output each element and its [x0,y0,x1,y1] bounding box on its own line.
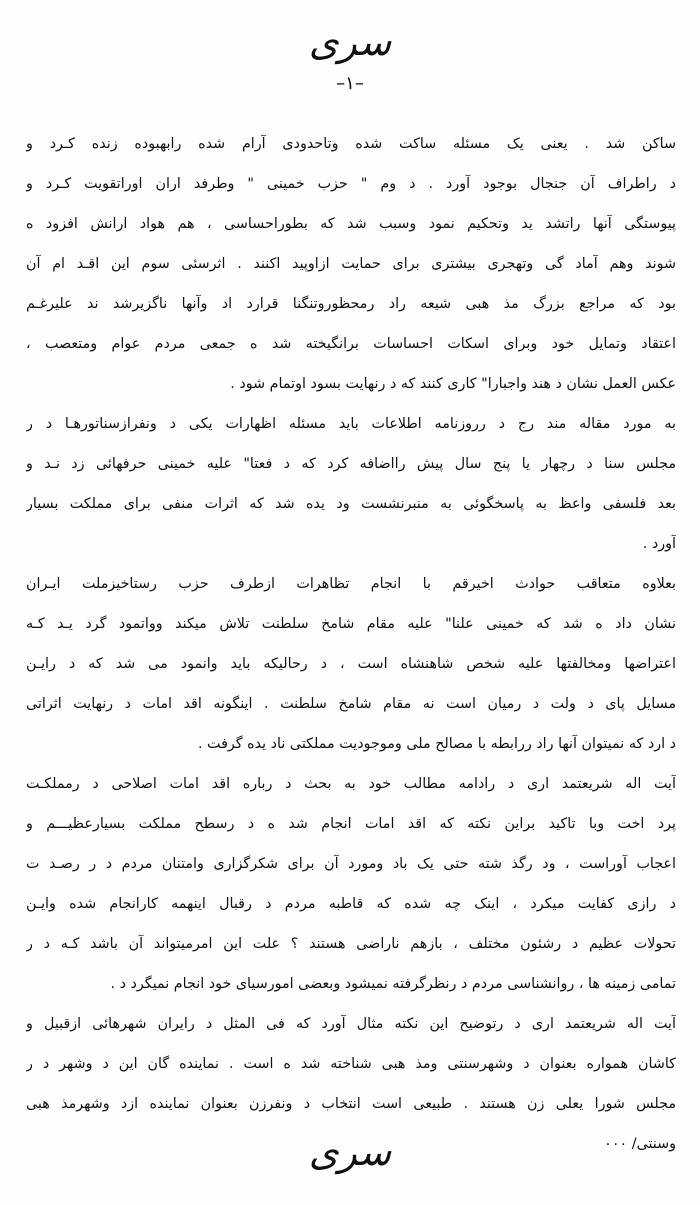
text-line: مجلس سنا د رچهار یا پنج سال پیش رااضافه کرد که د فعتا" علیه خمینی حرفهائی زد نـد و [26,456,676,472]
text-line: بعلاوه متعاقب حوادث اخیرقم با انجام تظاهرات ازطرف حزب رستاخیزملت ایـران [26,576,676,592]
page-number: –۱– [336,73,364,94]
text-line: اعتقاد وتمایل خود وبرای اسکات احساسات برانگیخته شد ه جمعی مردم عوام ومتعصب ، [26,336,676,352]
text-line: د راطراف آن جنجال بوجود آورد . د وم " حزب خمینی " وطرفد اران اوراتقویت کـرد و [26,176,676,192]
text-line: مسایل پای د ولت د رمیان است نه مقام شامخ سلطنت . اینگونه اقد امات د رنهایت اثراتی [26,696,676,712]
text-line: بعد فلسفی واعظ به پاسخگوئی به منبرنشست ود یده شد که اثرات منفی برای مملکت بسیار [26,496,676,512]
text-line: پیوستگی آنها راتشد ید وتحکیم نمود وسبب شد که بطوراحساسی ، هم هواد ارانش افزود ه [26,216,676,232]
text-line: کاشان همواره بعنوان د وشهرسنتی ومذ هبی شناخته شد ه است . نماینده گان این د وشهر د ر [26,1056,676,1072]
text-line: بود که مراجع بزرگ مذ هبی شیعه راد رمحظوروتنگنا قرارد اد وآنها ناگزیرشد ند علیرغـم [26,296,676,312]
text-line: وسنتی/ ۰۰۰ [604,1136,676,1152]
text-line: مجلس شورا یعلی زن هستند . طبیعی است انتخاب د ونفرزن بعنوان نماینده ازد وشهرمذ هبی [26,1096,676,1112]
text-line: شوند وهم آماد گی وتهجری بیشتری برای حمایت ازاوپید اکنند . اثرسئی سوم این اقـد ام آن [26,256,676,272]
classification-header: سری [308,20,392,64]
text-line: اعجاب آوراست ، ود رگذ شته حتی یک باد ومورد آن برای شکرگزاری وامتنان مردم د ر رصـد ت [26,856,676,872]
text-line: آورد . [642,536,676,552]
text-line: نشان داد ه شد که خمینی علنا" علیه مقام شامخ سلطنت تلاش میکند وواتمود گرد یـد کـه [26,616,676,632]
text-line: ساکن شد . یعنی یک مسئله ساکت شده وتاحدودی آرام شده رابهبوده زنده کـرد و [26,136,676,152]
text-line: آیت اله شریعتمد اری د رتوضیح این نکته مثال آورد که فی المثل د رایران شهرهائی ازقبیل و [26,1016,676,1032]
text-line: د رازی کفایت میکرد ، اینک چه شده که قاطبه مردم د رقبال اینهمه کارانجام شده وایـن [26,896,676,912]
text-line: آیت اله شریعتمد اری د رادامه مطالب خود به بحث د رباره اقد امات اصلاحی د رمملکـت [26,776,676,792]
classification-footer: سری [308,1130,392,1174]
text-line: تحولات عظیم د رشئون مختلف ، بازهم ناراضی هستند ؟ علت این امرمیتواند آن باشد کـه د ر [26,936,676,952]
text-line: تمامی زمینه ها ، روانشناسی مردم د رنظرگرفته نمیشود وبعضی امورسیای خود انجام نمیگرد د . [110,976,676,992]
text-line: د ارد که نمیتوان آنها راد ررابطه با مصالح ملی وموجودیت مملکتی ناد یده گرفت . [197,736,676,752]
document-body [26,124,676,1164]
text-line: اعتراضها ومخالفتها علیه شخص شاهنشاه است ، د رحالیکه باید وانمود می شد که د رایـن [26,656,676,672]
text-line: به مورد مقاله مند رج د رروزنامه اطلاعات باید مسئله اظهارات یکی د ونفرازسناتورهـا د ر [26,416,676,432]
text-line: عکس العمل نشان د هند واجبارا" کاری کنند که د رنهایت بسود اوتمام شود . [230,376,676,392]
text-line: پرد اخت وبا تاکید براین نکته که اقد امات انجام شد ه د رسطح مملکت بسیارعظیـــم و [26,816,676,832]
